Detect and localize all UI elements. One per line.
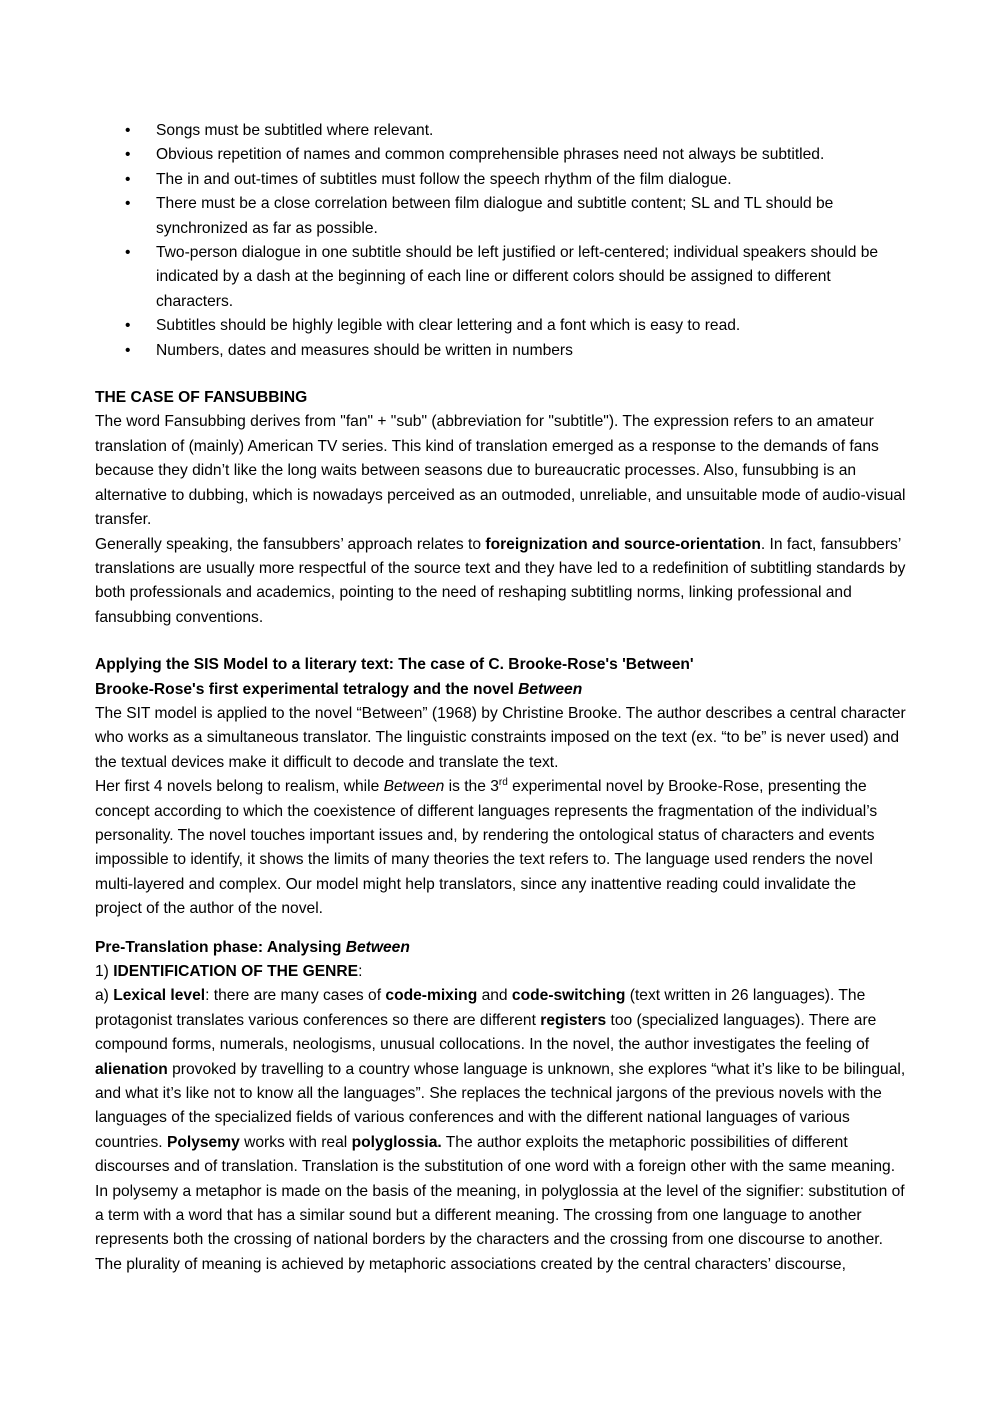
list-item: • There must be a close correlation between film dialogue and subtitle content; SL and TL should be synchronized as far as possible. (95, 192, 907, 241)
genre-identification-item: 1) IDENTIFICATION OF THE GENRE: (95, 963, 363, 980)
sis-heading: Applying the SIS Model to a literary text: The case of C. Brooke-Rose's 'Between' (95, 656, 694, 674)
tetralogy-heading: Brooke-Rose's first experimental tetralogy and the novel Between (95, 680, 583, 698)
bullet-icon: • (125, 341, 131, 359)
list-item: • Obvious repetition of names and common comprehensible phrases need not always be subtitled. (95, 143, 907, 167)
sis-paragraph-2: Her first 4 novels belong to realism, while Between is the 3rd experimental novel by Brooke-Rose, presenting the concept according to which the coexistence of different languages represents the fragmentation of the individual’s personality. The novel touches important issues and, by rendering the ontological status of characters and events impossible to identify, it shows the limits of many theories the text refers to. The language used renders the novel multi-layered and complex. Our model might help translators, since any inattentive reading could invalidate the project of the author of the novel. (95, 776, 878, 918)
bullet-icon: • (125, 195, 131, 213)
bullet-icon: • (125, 170, 131, 188)
pretranslation-heading: Pre-Translation phase: Analysing Between (95, 938, 410, 956)
list-item: • The in and out-times of subtitles must follow the speech rhythm of the film dialogue. (95, 168, 907, 192)
bullet-icon: • (125, 122, 131, 139)
fansubbing-paragraph-2: Generally speaking, the fansubbers’ approach relates to foreignization and source-orientation. In fact, fansubbers’ translations are usually more respectful of the source text and they have led to a redefinition of subtitling standards by both professionals and academics, pointing to the need of reshaping subtitling norms, linking professional and fansubbing conventions. (95, 535, 906, 626)
bullet-icon: • (125, 317, 131, 335)
fansubbing-paragraph-1: The word Fansubbing derives from "fan" + "sub" (abbreviation for "subtitle"). The expression refers to an amateur translation of (mainly) American TV series. This kind of translation emerged as a response to the demands of fans because they didn’t like the long waits between seasons due to bureaucratic processes. Also, funsubbing is an alternative to dubbing, which is nowadays perceived as an outmoded, unreliable, and unsuitable mode of audio-visual transfer. (95, 413, 906, 529)
fansubbing-heading: THE CASE OF FANSUBBING (95, 389, 308, 407)
bullet-icon: • (125, 146, 131, 164)
list-item: • Subtitles should be highly legible with clear lettering and a font which is easy to read. (95, 314, 907, 338)
subtitle-rules-list (95, 119, 907, 363)
sis-paragraph-1: The SIT model is applied to the novel “Between” (1968) by Christine Brooke. The author describes a central character who works as a simultaneous translator. The linguistic constraints imposed on the text (ex. “to be” is never used) and the textual devices make it difficult to decode and translate the text. (95, 704, 906, 771)
bullet-icon: • (125, 244, 131, 262)
lexical-level-paragraph: a) Lexical level: there are many cases of code-mixing and code-switching (text written in 26 languages). The protagonist translates various conferences so there are different registers too (specialized languages). There are compound forms, numerals, neologisms, unusual collocations. In the novel, the author investigates the feeling of alienation provoked by travelling to a country whose language is unknown, she explores “what it’s like to be bilingual, and what it’s like not to know all the languages”. She replaces the technical jargons of the previous novels with the languages of the specialized fields of various conferences and with the different national languages of various countries. Polysemy works with real polyglossia. The author exploits the metaphoric possibilities of different discourses and of translation. Translation is the substitution of one word with a foreign other with the same meaning. In polysemy a metaphor is made on the basis of the meaning, in polyglossia at the level of the signifier: substitution of a term with a word that has a similar sound but a different meaning. The crossing from one language to another represents both the crossing of national borders by the characters and the crossing from one discourse to another. The plurality of meaning is achieved by metaphoric associations created by the central characters’ discourse, (95, 987, 906, 1273)
list-item: • Songs must be subtitled where relevant. (95, 119, 907, 143)
list-item: • Numbers, dates and measures should be written in numbers (95, 339, 907, 363)
document-page (95, 119, 907, 1277)
list-item: • Two-person dialogue in one subtitle should be left justified or left-centered; individual speakers should be indicated by a dash at the beginning of each line or different colors should be assigned to different characters. (95, 241, 907, 314)
